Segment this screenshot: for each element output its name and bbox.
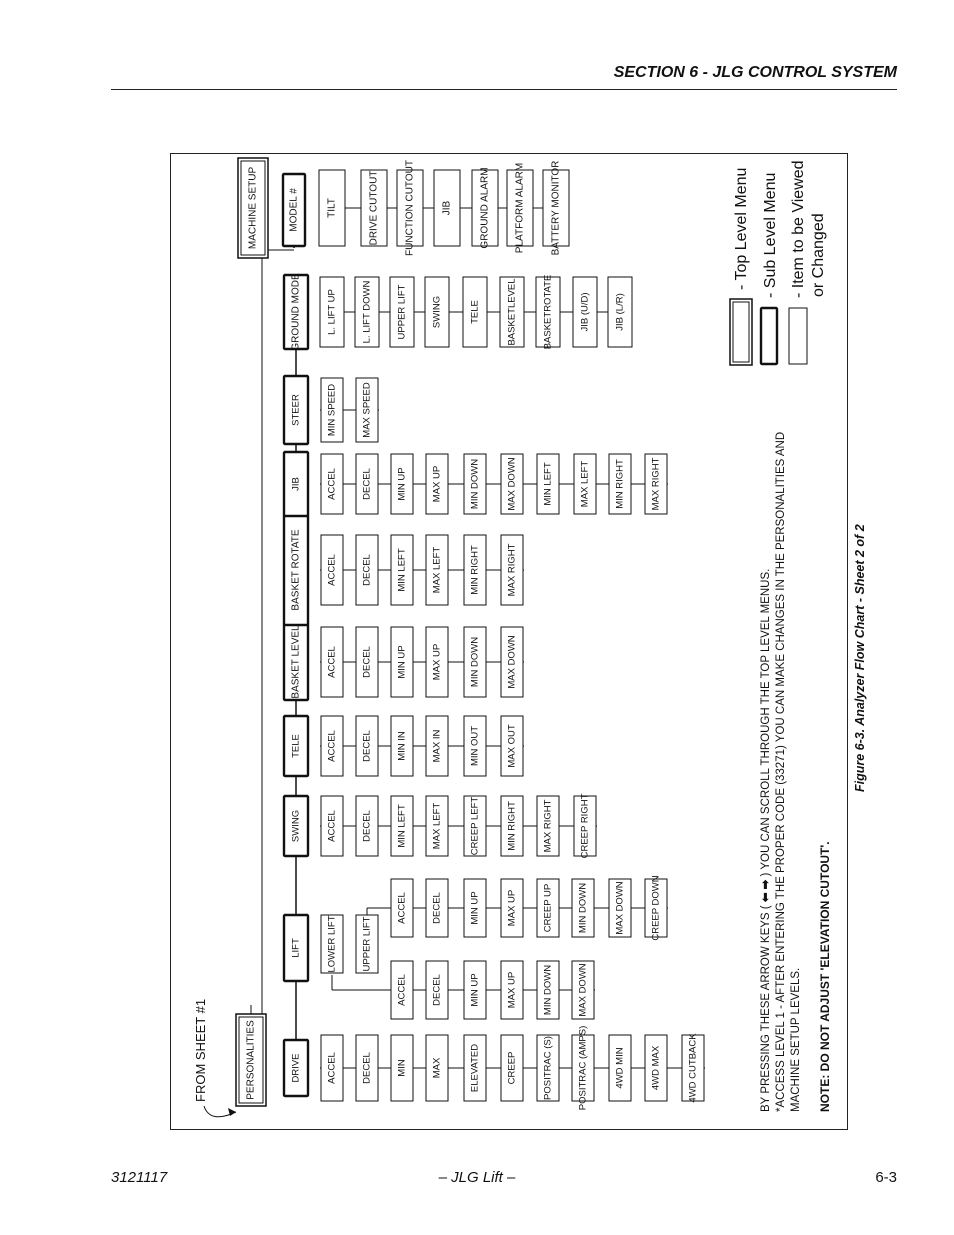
tele-item-3-label: MAX IN <box>431 729 443 763</box>
basket-rotate-item-2-label: MIN LEFT <box>396 548 408 592</box>
submenu-tele-label: TELE <box>290 734 302 758</box>
basket-level-item-0-label: ACCEL <box>326 646 338 678</box>
basket-rotate-item-3-label: MAX LEFT <box>431 546 443 594</box>
steer-item-1-label: MAX SPEED <box>361 382 373 438</box>
access-note-line2: MACHINE SETUP LEVELS. <box>790 967 802 1112</box>
analyzer-flow-chart <box>170 153 848 1130</box>
drive-item-5-label: CREEP <box>506 1051 518 1085</box>
submenu-basket-level-label: BASKET LEVEL <box>290 625 302 699</box>
upper-lift-item-7-label: CREEP DOWN <box>650 875 662 941</box>
basket-rotate-item-5-label: MAX RIGHT <box>506 543 518 597</box>
drive-item-6-label: POSITRAC (S) <box>542 1036 554 1100</box>
ground-mode-item-1-label: L. LIFT DOWN <box>361 280 373 344</box>
submenu-basket-rotate-label: BASKET ROTATE <box>290 529 302 611</box>
swing-item-7-label: CREEP RIGHT <box>579 793 591 859</box>
jib-item-0-label: ACCEL <box>326 468 338 500</box>
drive-item-1-label: DECEL <box>361 1052 373 1084</box>
jib-item-8-label: MIN RIGHT <box>614 459 626 509</box>
upper-lift-item-3-label: MAX UP <box>506 889 518 927</box>
steer-item-0-label: MIN SPEED <box>326 383 338 437</box>
swing-item-5-label: MIN RIGHT <box>506 801 518 851</box>
machine-setup-item-3-label: JIB <box>441 200 453 216</box>
ground-mode-item-7-label: JIB (U/D) <box>579 292 591 332</box>
tele-item-1-label: DECEL <box>361 730 373 762</box>
footer-brand: – JLG Lift – <box>438 1169 516 1186</box>
section-header: SECTION 6 - JLG CONTROL SYSTEM <box>613 64 897 81</box>
lower-lift-item-0-label: ACCEL <box>396 974 408 1006</box>
basket-level-item-3-label: MAX UP <box>431 643 443 681</box>
lower-lift-item-2-label: MIN UP <box>469 973 481 1007</box>
tele-item-2-label: MIN IN <box>396 731 408 761</box>
from-sheet-label: FROM SHEET #1 <box>193 998 208 1102</box>
jib-item-6-label: MIN LEFT <box>542 462 554 506</box>
submenu-jib-label: JIB <box>290 477 302 491</box>
machine-setup-item-2-label: FUNCTION CUTOUT <box>404 160 416 256</box>
legend-top-label: - Top Level Menu <box>733 167 750 290</box>
upper-lift-item-4-label: CREEP UP <box>542 883 554 933</box>
upper-lift-item-0-label: ACCEL <box>396 892 408 924</box>
tele-item-0-label: ACCEL <box>326 730 338 762</box>
jib-item-4-label: MIN DOWN <box>469 458 481 510</box>
upper-lift-item-2-label: MIN UP <box>469 891 481 925</box>
swing-item-1-label: DECEL <box>361 810 373 842</box>
submenu-drive-label: DRIVE <box>290 1053 302 1083</box>
machine-setup-item-0-label: TILT <box>326 198 338 218</box>
scroll-note <box>759 569 773 1112</box>
ground-mode-item-6-label: BASKETROTATE <box>542 274 554 350</box>
legend-item-box-box <box>789 308 807 364</box>
drive-item-4-label: ELEVATED <box>469 1043 481 1093</box>
lower-lift-item-4-label: MIN DOWN <box>542 964 554 1016</box>
basket-rotate-item-1-label: DECEL <box>361 554 373 586</box>
machine-setup-item-1-label: DRIVE CUTOUT <box>368 170 380 246</box>
basket-level-item-4-label: MIN DOWN <box>469 636 481 688</box>
submenu-model-label: MODEL # <box>288 188 300 232</box>
submenu-swing-label: SWING <box>290 809 302 843</box>
upper-lift-item-6-label: MAX DOWN <box>614 881 626 935</box>
scroll-note-a: BY PRESSING THESE ARROW KEYS ( <box>760 905 772 1112</box>
machine-setup-item-5-label: PLATFORM ALARM <box>514 162 526 254</box>
doc-number: 3121117 <box>111 1169 168 1186</box>
machine-setup-menu-label: MACHINE SETUP <box>247 166 259 250</box>
lower-lift-item-1-label: DECEL <box>431 974 443 1006</box>
drive-item-2-label: MIN <box>396 1059 408 1077</box>
ground-mode-item-2-label: UPPER LIFT <box>396 284 408 340</box>
jib-item-1-label: DECEL <box>361 468 373 500</box>
drive-item-7-label: POSITRAC (AMPS) <box>577 1025 589 1111</box>
upper-lift-item-5-label: MIN DOWN <box>577 882 589 934</box>
elevation-cutout-note: NOTE: DO NOT ADJUST 'ELEVATION CUTOUT'. <box>818 841 832 1112</box>
basket-level-item-1-label: DECEL <box>361 646 373 678</box>
arrow-keys-icon: ⬅ ➡ <box>760 879 772 903</box>
ground-mode-item-3-label: SWING <box>431 295 443 329</box>
drive-item-0-label: ACCEL <box>326 1052 338 1084</box>
swing-item-2-label: MIN LEFT <box>396 804 408 848</box>
upper-lift-item-1-label: DECEL <box>431 892 443 924</box>
swing-item-3-label: MAX LEFT <box>431 802 443 850</box>
legend-item-label: - Item to be Viewed <box>790 160 807 298</box>
access-note-line1: *ACCESS LEVEL 1 - AFTER ENTERING THE PROPER CODE (33271) YOU CAN MAKE CHANGES IN THE PERSONALITIES AND <box>775 431 787 1112</box>
jib-item-9-label: MAX RIGHT <box>650 457 662 511</box>
tele-item-5-label: MAX OUT <box>506 724 518 768</box>
drive-item-9-label: 4WD MAX <box>650 1045 662 1091</box>
personalities-menu-label: PERSONALITIES <box>245 1020 257 1100</box>
swing-item-6-label: MAX RIGHT <box>542 799 554 853</box>
jib-item-7-label: MAX LEFT <box>579 460 591 508</box>
jib-item-2-label: MIN UP <box>396 467 408 501</box>
submenu-lift-label: LIFT <box>290 938 302 958</box>
legend-sub-label: - Sub Level Menu <box>762 172 779 298</box>
swing-item-4-label: CREEP LEFT <box>469 796 481 856</box>
lower-lift-item-3-label: MAX UP <box>506 971 518 1009</box>
drive-item-8-label: 4WD MIN <box>614 1047 626 1089</box>
basket-rotate-item-4-label: MIN RIGHT <box>469 545 481 595</box>
lift-upper-label: UPPER LIFT <box>361 916 373 972</box>
machine-setup-item-6-label: BATTERY MONITOR <box>550 160 562 256</box>
legend-sub-box-box <box>761 308 777 364</box>
scroll-note-b: ) YOU CAN SCROLL THROUGH THE TOP LEVEL MENUS. <box>760 568 772 877</box>
ground-mode-item-8-label: JIB (L/R) <box>614 293 626 331</box>
jib-item-5-label: MAX DOWN <box>506 457 518 511</box>
submenu-steer-label: STEER <box>290 394 302 426</box>
basket-level-item-5-label: MAX DOWN <box>506 635 518 689</box>
drive-item-10-label: 4WD CUTBACK <box>687 1033 699 1103</box>
lower-lift-item-5-label: MAX DOWN <box>577 963 589 1017</box>
lift-lower-label: LOWER LIFT <box>326 915 338 973</box>
ground-mode-item-5-label: BASKETLEVEL <box>506 278 518 346</box>
jib-item-3-label: MAX UP <box>431 465 443 503</box>
figure-caption: Figure 6-3. Analyzer Flow Chart - Sheet 2 of 2 <box>853 524 867 792</box>
basket-rotate-item-0-label: ACCEL <box>326 554 338 586</box>
machine-setup-item-4-label: GROUND ALARM <box>479 167 491 249</box>
submenu-ground-mode-label: GROUND MODE <box>290 273 302 351</box>
header-rule <box>111 89 897 90</box>
drive-item-3-label: MAX <box>431 1057 443 1079</box>
basket-level-item-2-label: MIN UP <box>396 645 408 679</box>
swing-item-0-label: ACCEL <box>326 810 338 842</box>
ground-mode-item-4-label: TELE <box>469 300 481 324</box>
legend-item-label-2: or Changed <box>810 213 827 297</box>
ground-mode-item-0-label: L. LIFT UP <box>326 289 338 335</box>
page-number: 6-3 <box>875 1169 897 1186</box>
tele-item-4-label: MIN OUT <box>469 725 481 767</box>
